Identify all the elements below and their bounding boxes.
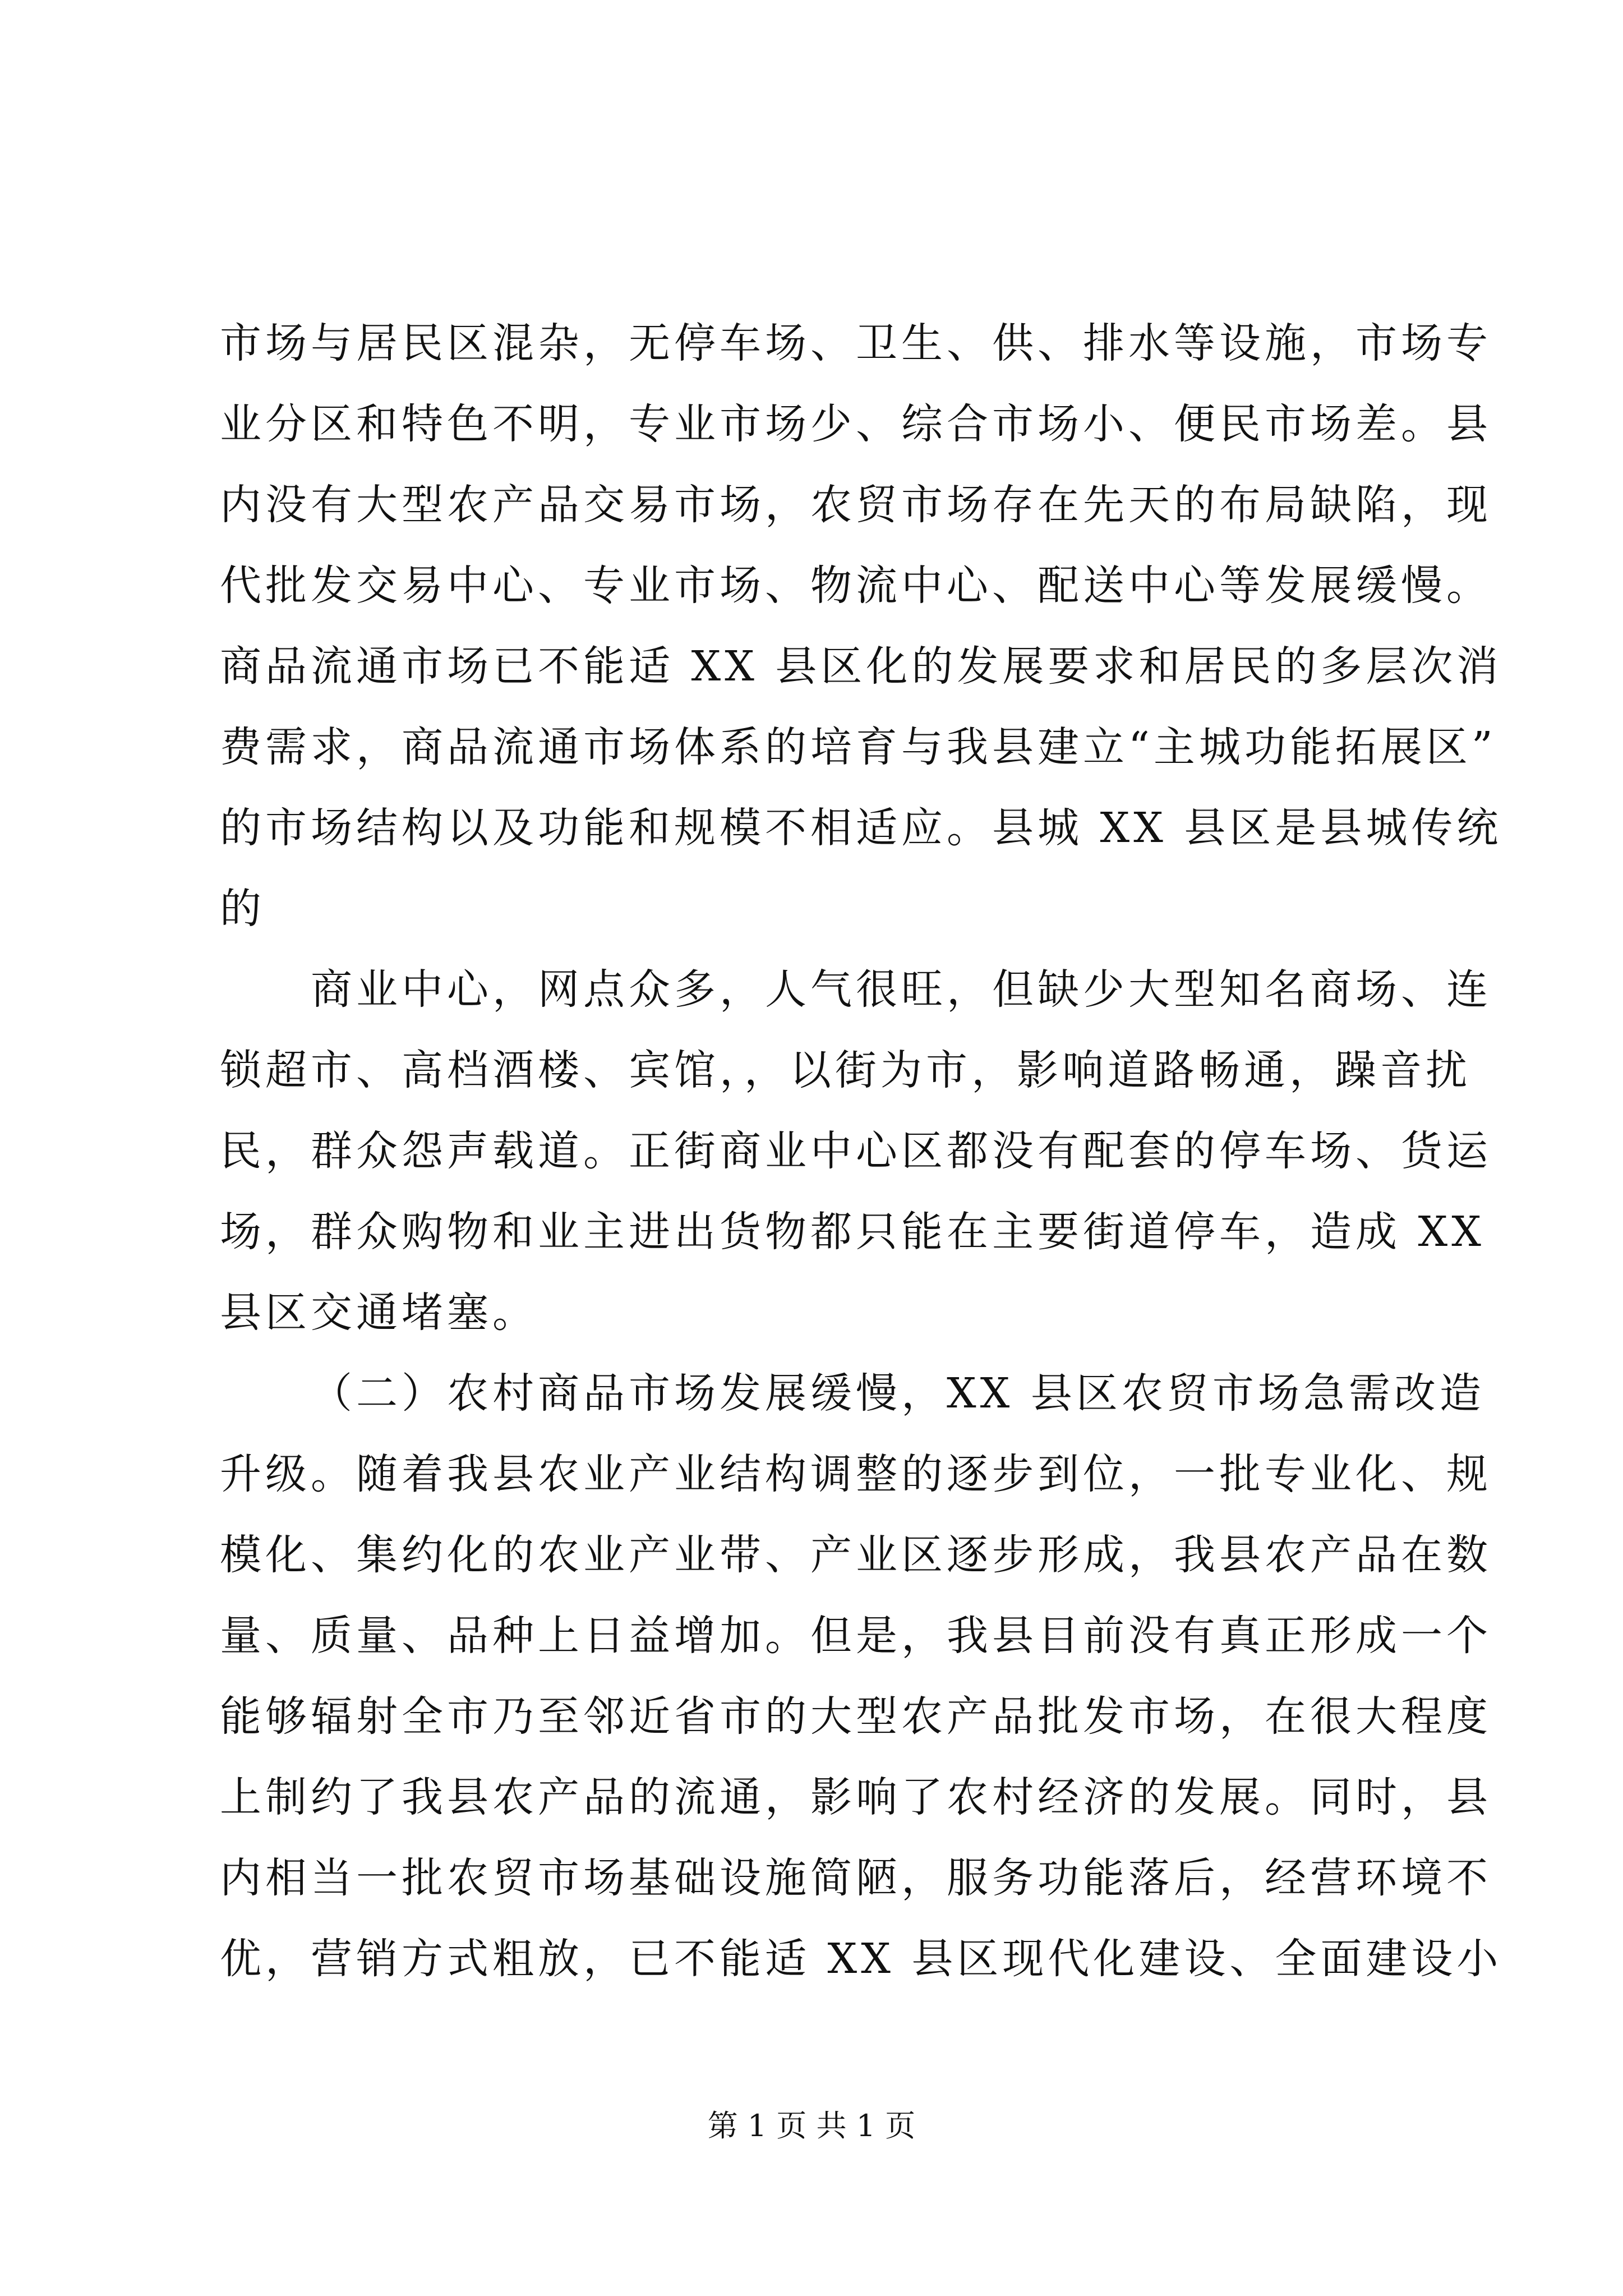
text-line: 量、质量、品种上日益增加。但是，我县目前没有真正形成一个 bbox=[220, 1612, 1492, 1660]
text-line: 业分区和特色不明，专业市场少、综合市场小、便民市场差。县 bbox=[220, 400, 1492, 448]
text-line: 优，营销方式粗放，已不能适 XX 县区现代化建设、全面建设小 bbox=[220, 1935, 1502, 1983]
text-line: 代批发交易中心、专业市场、物流中心、配送中心等发展缓慢。 bbox=[220, 562, 1492, 610]
section-heading-line: （二）农村商品市场发展缓慢，XX 县区农贸市场急需改造 bbox=[311, 1369, 1485, 1418]
text-line: 商品流通市场已不能适 XX 县区化的发展要求和居民的多层次消 bbox=[220, 642, 1502, 691]
text-line: 费需求，商品流通市场体系的培育与我县建立“主城功能拓展区” bbox=[220, 723, 1497, 771]
text-line: 县区交通堵塞。 bbox=[220, 1289, 538, 1337]
text-line: 场，群众购物和业主进出货物都只能在主要街道停车，造成 XX bbox=[220, 1208, 1485, 1256]
document-body bbox=[220, 303, 1502, 1999]
text-line: 能够辐射全市乃至邻近省市的大型农产品批发市场，在很大程度 bbox=[220, 1692, 1492, 1741]
text-line: 模化、集约化的农业产业带、产业区逐步形成，我县农产品在数 bbox=[220, 1531, 1492, 1579]
text-line: 上制约了我县农产品的流通，影响了农村经济的发展。同时，县 bbox=[220, 1773, 1492, 1821]
text-line: 锁超市、高档酒楼、宾馆，，以街为市，影响道路畅通，躁音扰 bbox=[220, 1046, 1471, 1094]
text-line: 的 bbox=[220, 885, 265, 933]
text-line: 市场与居民区混杂，无停车场、卫生、供、排水等设施，市场专 bbox=[220, 319, 1492, 367]
text-line: 民，群众怨声载道。正街商业中心区都没有配套的停车场、货运 bbox=[220, 1127, 1492, 1175]
text-line: 内相当一批农贸市场基础设施简陋，服务功能落后，经营环境不 bbox=[220, 1854, 1492, 1902]
text-line: 升级。随着我县农业产业结构调整的逐步到位，一批专业化、规 bbox=[220, 1450, 1492, 1498]
text-line: 的市场结构以及功能和规模不相适应。县城 XX 县区是县城传统 bbox=[220, 804, 1502, 852]
paragraph-first-line: 商业中心，网点众多，人气很旺，但缺少大型知名商场、连 bbox=[311, 965, 1492, 1014]
text-line: 内没有大型农产品交易市场，农贸市场存在先天的布局缺陷，现 bbox=[220, 481, 1492, 529]
page-number-footer: 第 1 页 共 1 页 bbox=[707, 2108, 916, 2143]
